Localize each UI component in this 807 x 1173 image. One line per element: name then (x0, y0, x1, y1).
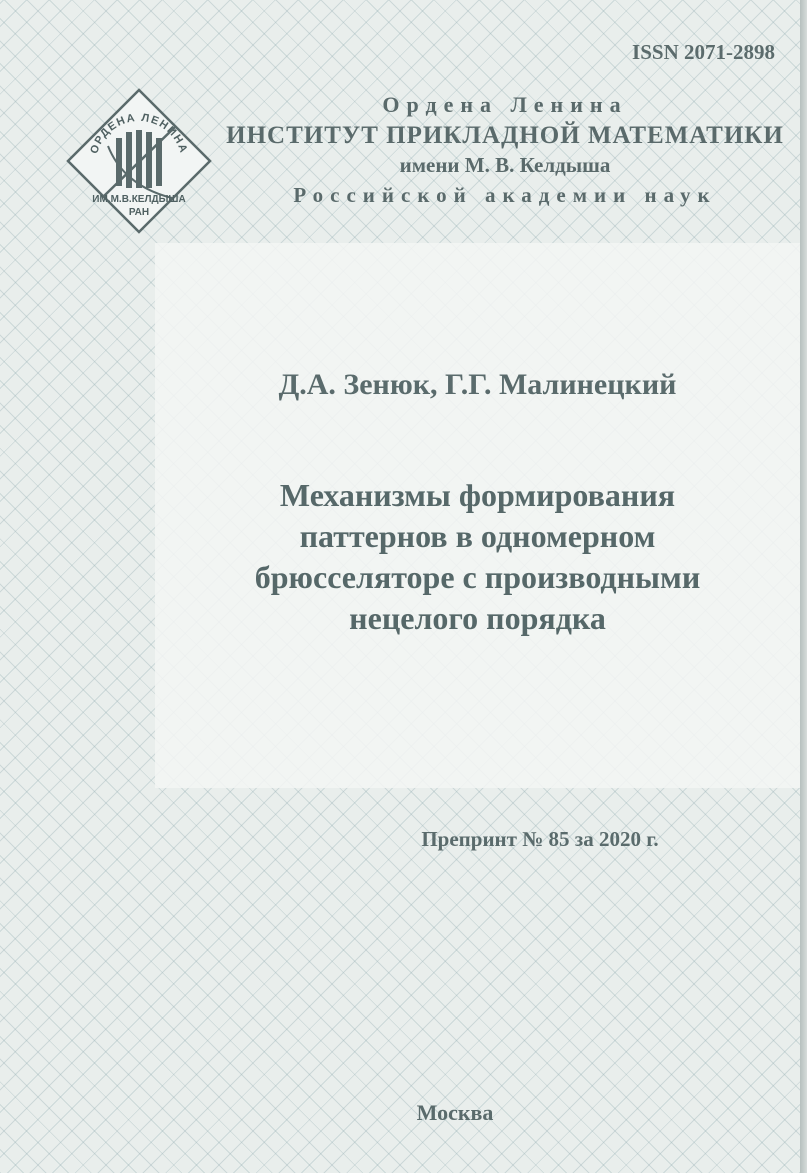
document-title (155, 475, 800, 639)
title-line: Механизмы формирования (279, 477, 676, 513)
preprint-number: Препринт № 85 за 2020 г. (421, 827, 659, 851)
institute-logo-icon (64, 86, 214, 236)
issn-label: ISSN 2071-2898 (632, 40, 775, 64)
institute-named-after: имени М. В. Келдыша (399, 153, 611, 177)
page-edge (800, 0, 807, 1173)
logo-top-text: ОРДЕНА ЛЕНИНА (88, 111, 190, 156)
logo-bottom-text: ИМ.М.В.КЕЛДЫША (92, 194, 186, 205)
title-line: паттернов в одномерном (299, 518, 656, 554)
logo-ran-text: РАН (128, 207, 150, 218)
institute-order: Ордена Ленина (382, 92, 628, 117)
publication-city: Москва (416, 1100, 494, 1125)
authors: Д.А. Зенюк, Г.Г. Малинецкий (278, 368, 677, 401)
institute-name: ИНСТИТУТ ПРИКЛАДНОЙ МАТЕМАТИКИ (226, 122, 784, 149)
institute-academy: Российской академии наук (293, 183, 717, 207)
title-line: нецелого порядка (349, 600, 606, 636)
title-line: брюсселяторе с производными (254, 559, 701, 595)
